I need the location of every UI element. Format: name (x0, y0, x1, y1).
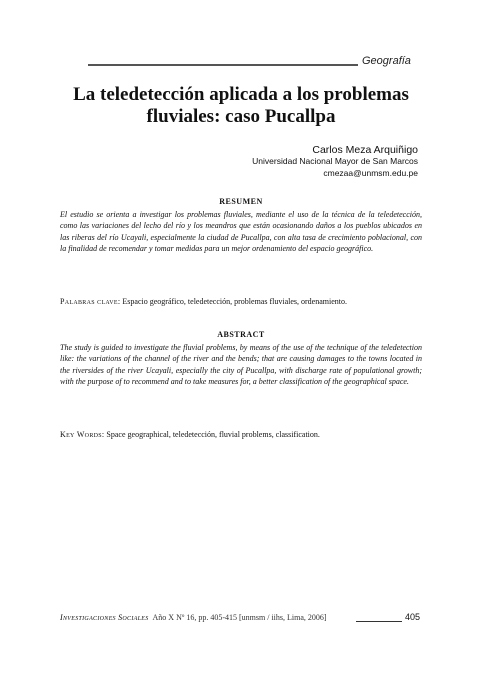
footer-citation (60, 613, 327, 622)
abstract-heading: ABSTRACT (217, 330, 265, 339)
article-title: La teledetección aplicada a los problemas fluviales: caso Pucallpa (73, 84, 409, 127)
resumen-keywords (60, 296, 422, 307)
author-name: Carlos Meza Arquiñigo (312, 144, 418, 156)
section-label: Geografía (362, 55, 411, 67)
author-affiliation: Universidad Nacional Mayor de San Marcos (252, 156, 418, 166)
footer-rule (356, 621, 402, 622)
abstract-keywords-label: Key Words: (60, 430, 105, 439)
resumen-heading: RESUMEN (219, 197, 263, 206)
issue-citation: Año X Nº 16, pp. 405-415 [unmsm / iihs, Lima, 2006] (152, 613, 327, 622)
abstract-keywords-text: Space geographical, teledetección, fluvial problems, classification. (104, 430, 320, 439)
header-rule (88, 64, 358, 66)
abstract-body: The study is guided to investigate the fluvial problems, by means of the use of the technique of the teledetection like: the variations of the channel of the river and the bends; that are causing damages to the towns located in the riversides of the river Ucayali, especially the city of Pucallpa, with discharge rate of populational growth; with the purpose of to recommend and to take measures for, a better classification of the geographical space. (60, 343, 422, 387)
resumen-keywords-label: Palabras clave: (60, 297, 121, 306)
resumen-body: El estudio se orienta a investigar los problemas fluviales, mediante el uso de la técnica de la teledetección, como las variaciones del lecho del río y los meandros que están ocasionando daños a los pueblos ubicados en las riberas del río Ucayali, especialmente la ciudad de Pucallpa, con alta tasa de crecimiento poblacional, con la finalidad de recomendar y tomar medidas para un mejor ordenamiento del espacio geográfico. (60, 210, 422, 254)
page-number: 405 (405, 612, 421, 622)
author-email: cmezaa@unmsm.edu.pe (323, 168, 418, 178)
journal-name: Investigaciones Sociales (60, 613, 149, 622)
abstract-keywords (60, 429, 422, 440)
resumen-keywords-text: Espacio geográfico, teledetección, problemas fluviales, ordenamiento. (120, 297, 347, 306)
